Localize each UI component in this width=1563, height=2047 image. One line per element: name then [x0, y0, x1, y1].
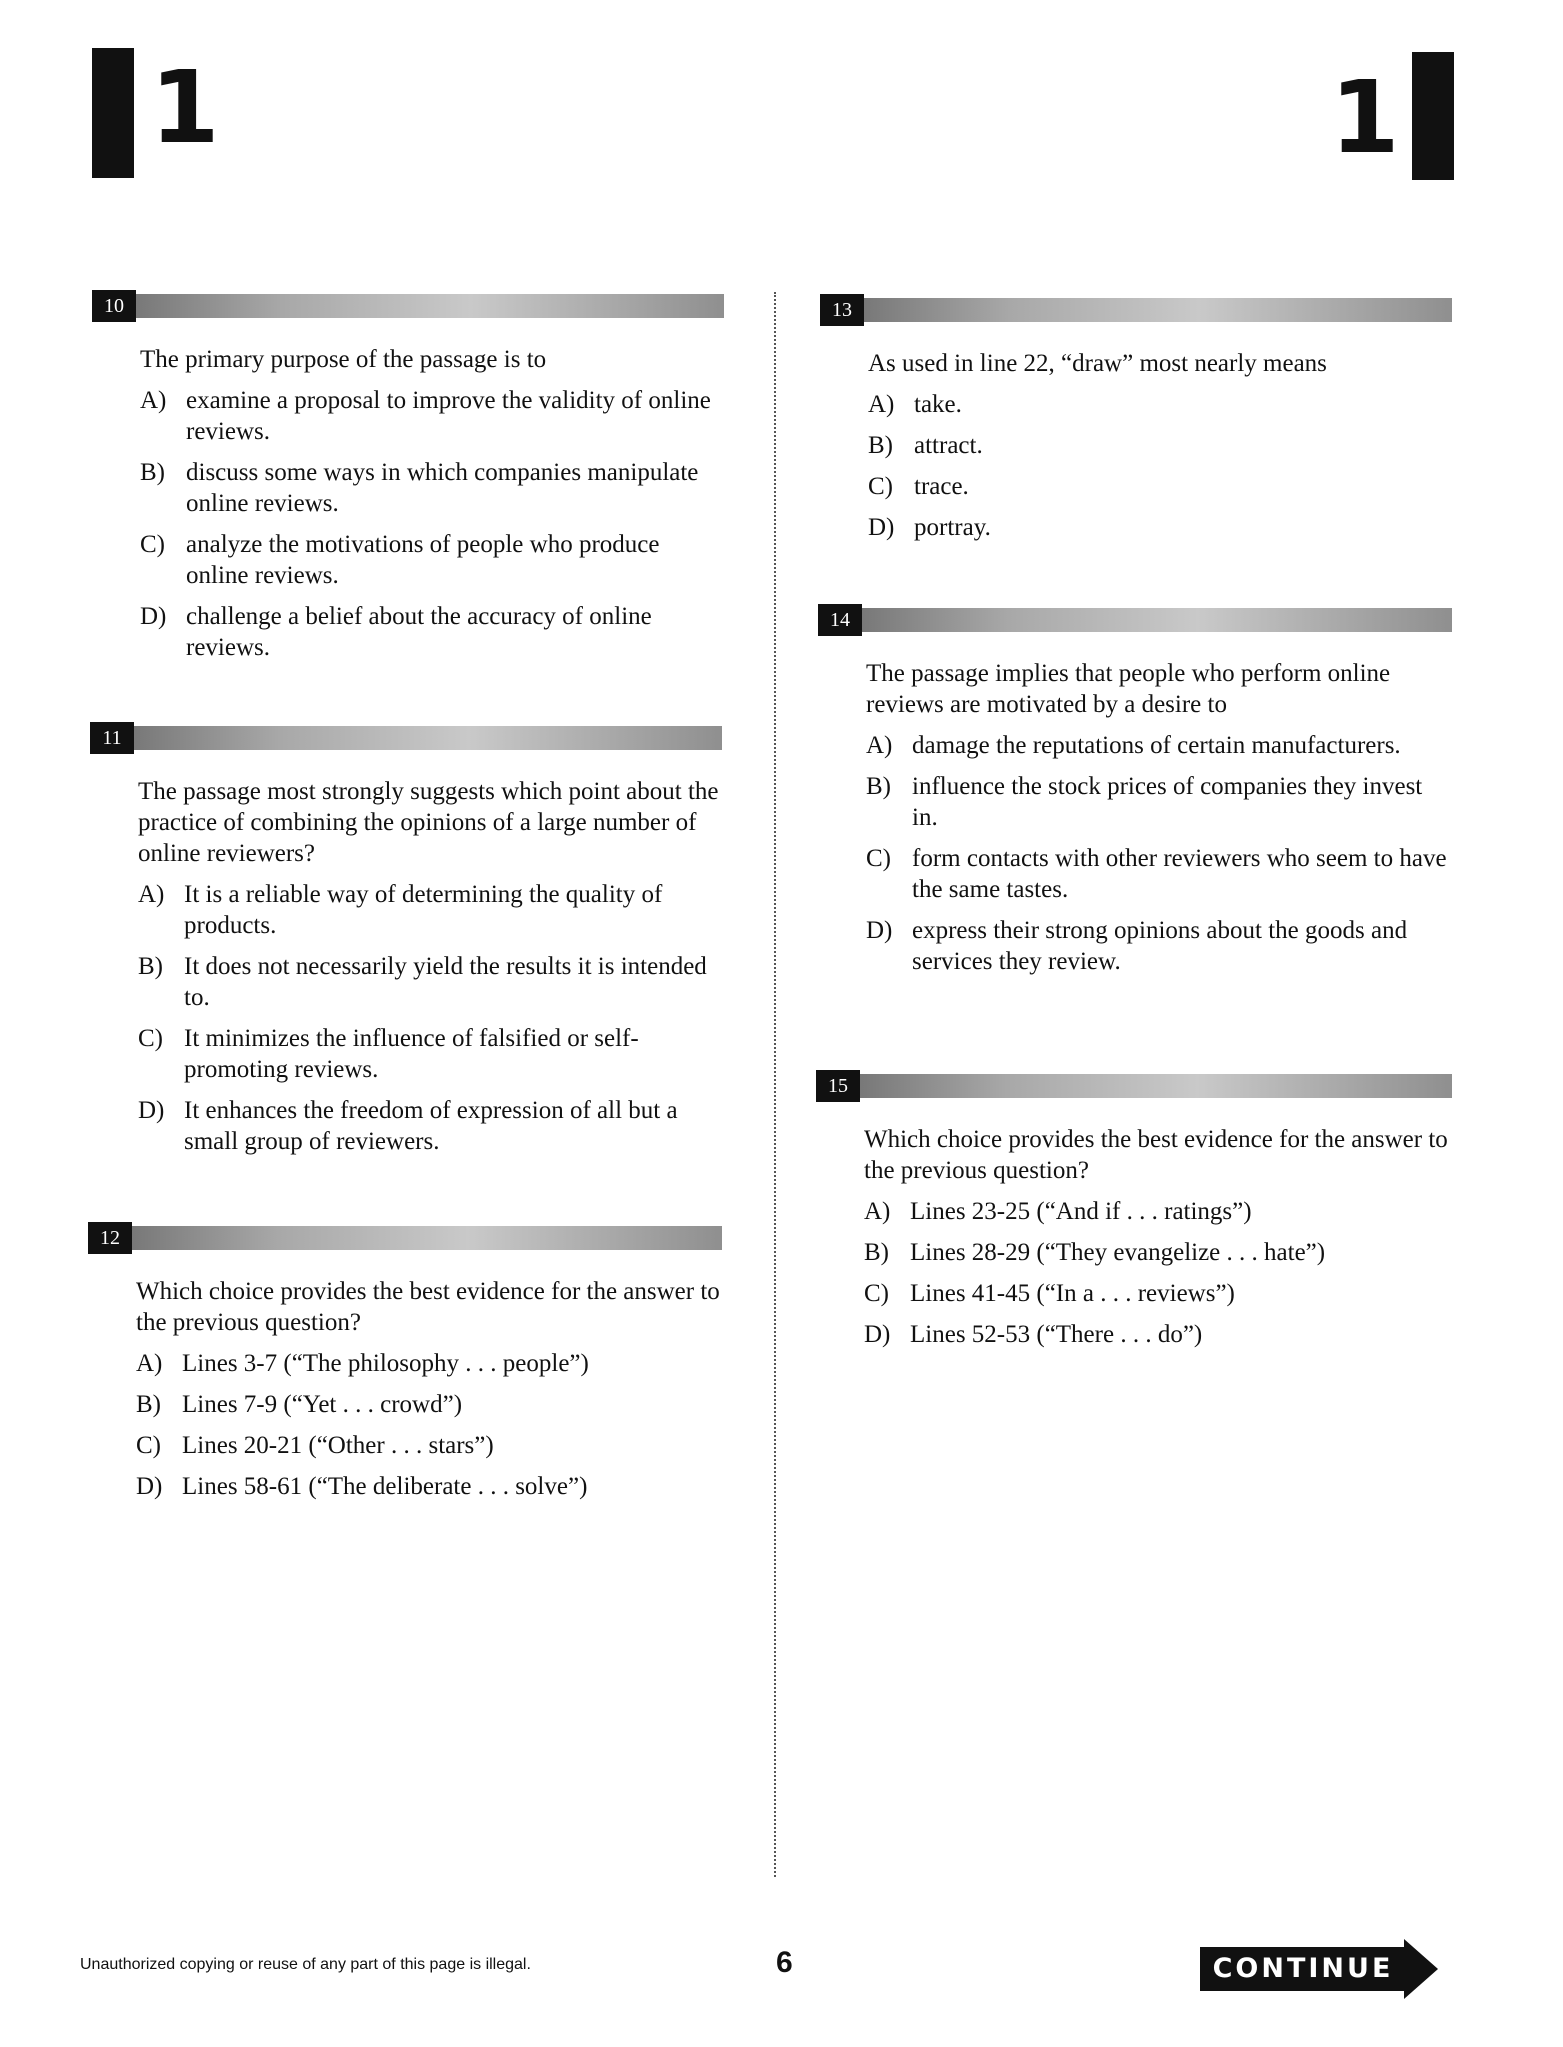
choice-text: portray. — [914, 514, 991, 541]
choice-letter: D) — [140, 603, 167, 630]
choice-text: Lines 7-9 (“Yet . . . crowd”) — [182, 1391, 463, 1418]
choice-letter: C) — [866, 845, 891, 872]
choice-text: Lines 58-61 (“The deliberate . . . solve”) — [182, 1473, 588, 1500]
answer-choice-d[interactable] — [864, 1319, 1452, 1350]
choice-letter: C) — [136, 1432, 161, 1459]
answer-choice-b[interactable] — [140, 457, 724, 519]
choice-text: analyze the motivations of people who produce online reviews. — [186, 531, 660, 589]
question-header — [88, 1222, 722, 1254]
continue-label: CONTINUE — [1200, 1947, 1406, 1991]
answer-choice-d[interactable] — [866, 915, 1452, 977]
choice-text: It minimizes the influence of falsified or self-promoting reviews. — [184, 1025, 639, 1083]
continue-button[interactable] — [1200, 1939, 1440, 1999]
answer-choices — [140, 385, 724, 663]
question-band — [820, 298, 1452, 322]
answer-choice-c[interactable] — [868, 471, 1452, 502]
question-band — [90, 726, 722, 750]
question-header — [820, 294, 1452, 326]
choice-text: challenge a belief about the accuracy of online reviews. — [186, 603, 652, 661]
question-11 — [90, 722, 722, 1157]
answer-choice-d[interactable] — [868, 512, 1452, 543]
question-number: 14 — [818, 604, 862, 636]
choice-letter: D) — [864, 1321, 891, 1348]
choice-letter: B) — [866, 773, 891, 800]
answer-choice-d[interactable] — [140, 601, 724, 663]
choice-text: influence the stock prices of companies they invest in. — [912, 773, 1423, 831]
answer-choice-c[interactable] — [140, 529, 724, 591]
choice-text: It does not necessarily yield the results it is intended to. — [184, 953, 707, 1011]
choice-text: examine a proposal to improve the validity of online reviews. — [186, 387, 711, 445]
question-number: 13 — [820, 294, 864, 326]
column-divider — [774, 292, 776, 1877]
answer-choices — [868, 389, 1452, 543]
question-band — [88, 1226, 722, 1250]
section-number-left: 1 — [150, 49, 220, 166]
choice-letter: A) — [864, 1198, 891, 1225]
question-stem: Which choice provides the best evidence for the answer to the previous question? — [136, 1278, 720, 1336]
choice-letter: A) — [868, 391, 895, 418]
choice-text: Lines 28-29 (“They evangelize . . . hate”) — [910, 1239, 1326, 1266]
question-number: 10 — [92, 290, 136, 322]
choice-letter: C) — [864, 1280, 889, 1307]
answer-choice-b[interactable] — [136, 1389, 722, 1420]
choice-text: Lines 52-53 (“There . . . do”) — [910, 1321, 1203, 1348]
question-number: 15 — [816, 1070, 860, 1102]
question-number: 11 — [90, 722, 134, 754]
choice-text: It enhances the freedom of expression of all but a small group of reviewers. — [184, 1097, 678, 1155]
section-bar-right — [1412, 52, 1454, 180]
question-band — [816, 1074, 1452, 1098]
choice-text: trace. — [914, 473, 969, 500]
question-number: 12 — [88, 1222, 132, 1254]
choice-text: form contacts with other reviewers who seem to have the same tastes. — [912, 845, 1447, 903]
section-number-right: 1 — [1330, 59, 1400, 176]
choice-letter: D) — [136, 1473, 163, 1500]
choice-letter: C) — [140, 531, 165, 558]
question-band — [818, 608, 1452, 632]
answer-choices — [138, 879, 722, 1157]
choice-letter: B) — [868, 432, 893, 459]
section-bar-left — [92, 48, 134, 178]
question-15 — [816, 1070, 1452, 1350]
choice-letter: B) — [136, 1391, 161, 1418]
question-stem: As used in line 22, “draw” most nearly means — [868, 350, 1327, 377]
question-header — [816, 1070, 1452, 1102]
question-10 — [92, 290, 724, 663]
choice-letter: D) — [138, 1097, 165, 1124]
choice-letter: D) — [868, 514, 895, 541]
copyright-notice: Unauthorized copying or reuse of any part of this page is illegal. — [80, 1956, 531, 1973]
arrow-right-icon — [1404, 1939, 1438, 1999]
answer-choice-b[interactable] — [138, 951, 722, 1013]
answer-choice-b[interactable] — [864, 1237, 1452, 1268]
choice-text: discuss some ways in which companies manipulate online reviews. — [186, 459, 699, 517]
answer-choice-a[interactable] — [136, 1348, 722, 1379]
question-stem: The passage implies that people who perform online reviews are motivated by a desire to — [866, 660, 1391, 718]
answer-choice-c[interactable] — [866, 843, 1452, 905]
question-stem: Which choice provides the best evidence for the answer to the previous question? — [864, 1126, 1448, 1184]
answer-choice-a[interactable] — [866, 730, 1452, 761]
question-header — [92, 290, 724, 322]
choice-text: Lines 3-7 (“The philosophy . . . people”) — [182, 1350, 589, 1377]
question-13 — [820, 294, 1452, 543]
question-header — [90, 722, 722, 754]
choice-text: take. — [914, 391, 962, 418]
question-stem: The primary purpose of the passage is to — [140, 346, 547, 373]
answer-choice-b[interactable] — [868, 430, 1452, 461]
choice-letter: B) — [864, 1239, 889, 1266]
answer-choice-a[interactable] — [868, 389, 1452, 420]
choice-letter: A) — [140, 387, 167, 414]
answer-choice-a[interactable] — [864, 1196, 1452, 1227]
choice-letter: C) — [868, 473, 893, 500]
question-band — [92, 294, 724, 318]
answer-choice-a[interactable] — [140, 385, 724, 447]
choice-letter: B) — [140, 459, 165, 486]
choice-text: attract. — [914, 432, 983, 459]
question-stem: The passage most strongly suggests which point about the practice of combining the opinions of a large number of online reviewers? — [138, 778, 719, 867]
answer-choices — [136, 1348, 722, 1502]
answer-choices — [866, 730, 1452, 977]
question-12 — [88, 1222, 722, 1502]
choice-text: Lines 41-45 (“In a . . . reviews”) — [910, 1280, 1235, 1307]
answer-choice-c[interactable] — [136, 1430, 722, 1461]
answer-choices — [864, 1196, 1452, 1350]
choice-letter: D) — [866, 917, 893, 944]
question-header — [818, 604, 1452, 636]
answer-choice-a[interactable] — [138, 879, 722, 941]
page-number: 6 — [776, 1946, 793, 1979]
choice-text: Lines 23-25 (“And if . . . ratings”) — [910, 1198, 1252, 1225]
choice-letter: A) — [138, 881, 165, 908]
answer-choice-d[interactable] — [136, 1471, 722, 1502]
answer-choice-c[interactable] — [864, 1278, 1452, 1309]
answer-choice-b[interactable] — [866, 771, 1452, 833]
choice-letter: C) — [138, 1025, 163, 1052]
choice-letter: B) — [138, 953, 163, 980]
choice-text: damage the reputations of certain manufacturers. — [912, 732, 1401, 759]
answer-choice-d[interactable] — [138, 1095, 722, 1157]
answer-choice-c[interactable] — [138, 1023, 722, 1085]
choice-text: express their strong opinions about the goods and services they review. — [912, 917, 1408, 975]
question-14 — [818, 604, 1452, 977]
choice-text: It is a reliable way of determining the quality of products. — [184, 881, 663, 939]
choice-text: Lines 20-21 (“Other . . . stars”) — [182, 1432, 494, 1459]
choice-letter: A) — [136, 1350, 163, 1377]
choice-letter: A) — [866, 732, 893, 759]
